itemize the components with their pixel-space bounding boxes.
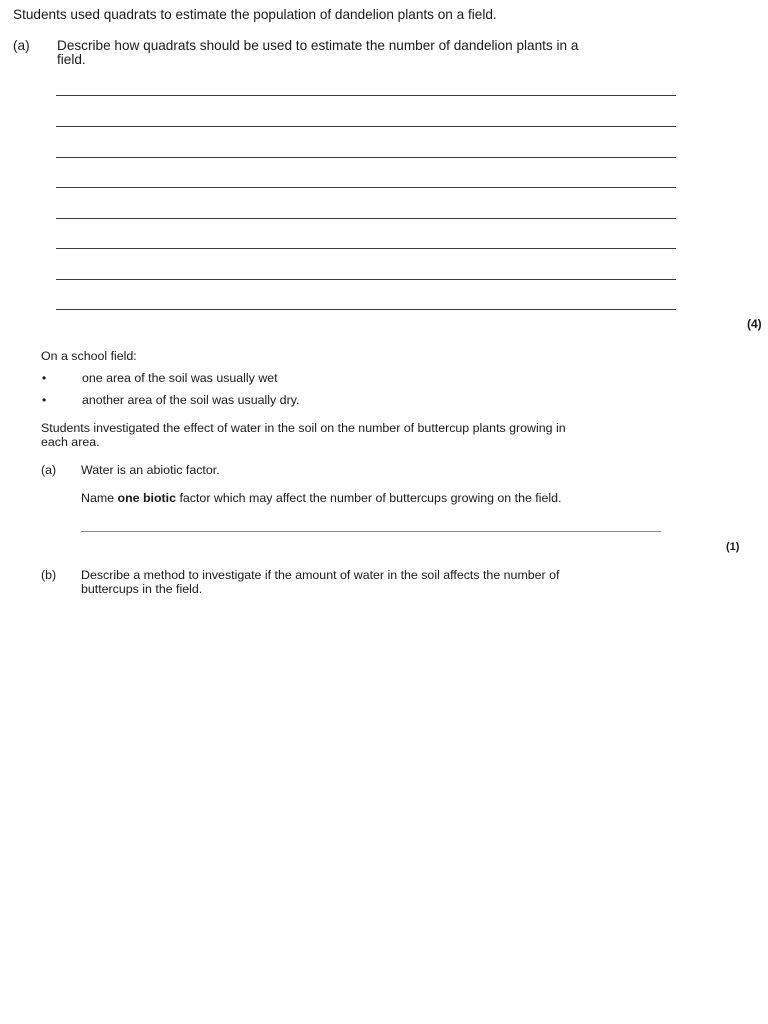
- answer-line[interactable]: [56, 157, 676, 158]
- answer-line[interactable]: [56, 218, 676, 219]
- question1-part-a-line1: Describe how quadrats should be used to estimate the number of dandelion plants in a: [57, 38, 579, 53]
- question1-intro: Students used quadrats to estimate the population of dandelion plants on a field.: [13, 7, 497, 22]
- question2-investigation-line2: each area.: [41, 435, 100, 449]
- prompt-bold-text: one biotic: [117, 491, 177, 505]
- question2-part-a-label: (a): [41, 463, 57, 477]
- bullet-icon: •: [42, 393, 47, 407]
- question2-part-a-statement: Water is an abiotic factor.: [81, 463, 220, 477]
- question2-bullet-2: another area of the soil was usually dry.: [82, 393, 300, 407]
- question2-part-b-line1: Describe a method to investigate if the amount of water in the soil affects the number of: [81, 568, 560, 582]
- answer-line[interactable]: [56, 279, 676, 280]
- question2-investigation-line1: Students investigated the effect of water in the soil on the number of buttercup plants growing in: [41, 421, 566, 435]
- question2-part-a-prompt: [81, 491, 561, 505]
- bullet-icon: •: [42, 371, 47, 385]
- answer-line[interactable]: [56, 248, 676, 249]
- question1-part-a-line2: field.: [57, 52, 86, 67]
- question2-intro: On a school field:: [41, 349, 137, 363]
- question2-part-a-marks: (1): [726, 541, 740, 553]
- question1-marks: (4): [747, 317, 762, 331]
- answer-line[interactable]: [56, 187, 676, 188]
- answer-line[interactable]: [56, 309, 676, 310]
- prompt-text: Name: [81, 491, 118, 505]
- question2-part-b-label: (b): [41, 568, 57, 582]
- answer-line[interactable]: [81, 531, 661, 532]
- question2-part-b-line2: buttercups in the field.: [81, 582, 203, 596]
- answer-line[interactable]: [56, 95, 676, 96]
- question2-bullet-1: one area of the soil was usually wet: [82, 371, 278, 385]
- prompt-text: factor which may affect the number of buttercups growing on the field.: [176, 491, 562, 505]
- question1-part-a-label: (a): [13, 38, 30, 53]
- answer-line[interactable]: [56, 126, 676, 127]
